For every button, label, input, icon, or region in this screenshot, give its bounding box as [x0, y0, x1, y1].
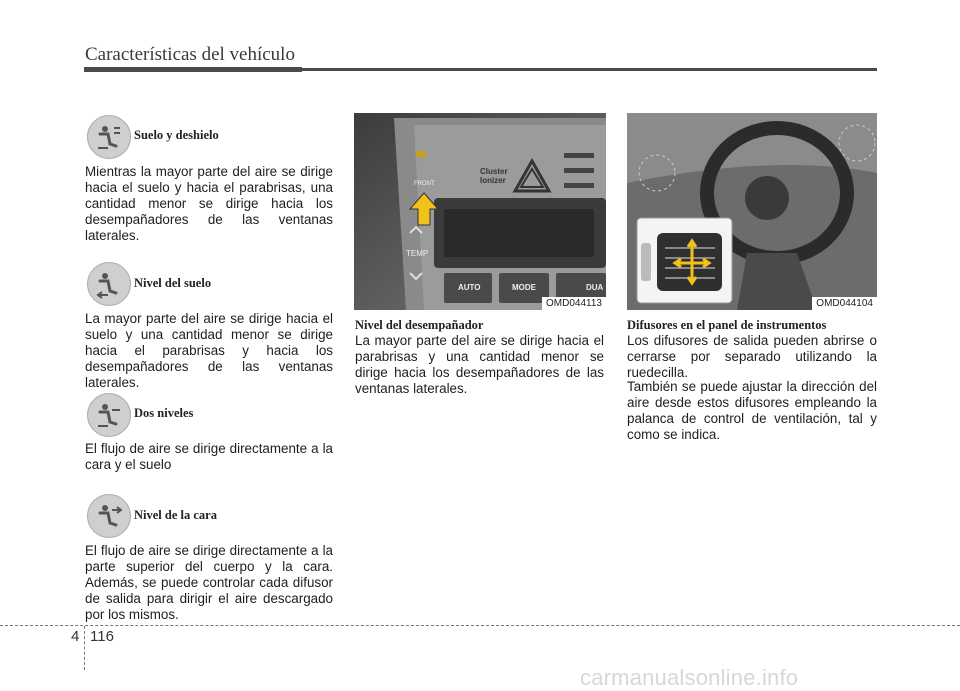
mode-title-floor: Nivel del suelo [134, 276, 212, 290]
footer-vertical-divider [84, 626, 85, 670]
front-label: FRONT [414, 181, 435, 187]
chapter-number: 4 [71, 628, 80, 645]
cluster-label: Cluster [480, 167, 508, 176]
climate-panel-photo [354, 113, 606, 310]
mode-title-bi-level: Dos niveles [134, 406, 194, 420]
mode-text-floor-defrost: Mientras la mayor parte del aire se dirige hacia el suelo y hacia el parabrisas, una cantidad menor se dirige hacia los desempañadores de las ventanas laterales. [85, 164, 333, 243]
temp-label: TEMP [406, 249, 429, 258]
vents-section-para2: También se puede ajustar la dirección del aire desde estos difusores empleando la palanca de control de ventilación, tal y como se indica. [627, 379, 877, 442]
dual-button-label: DUA [586, 283, 604, 292]
mode-text-face: El flujo de aire se dirige directamente a la parte superior del cuerpo y la cara. Además, se puede controlar cada difusor de salida para dirigir el aire descargado por los mismos. [85, 543, 333, 622]
header-rule [84, 68, 877, 71]
floor-mode-icon [87, 262, 131, 306]
page-header-title: Características del vehículo [85, 44, 295, 65]
vents-section-para1: Los difusores de salida pueden abrirse o cerrarse por separado utilizando la ruedecilla. [627, 333, 877, 380]
mode-text-bi-level: El flujo de aire se dirige directamente a la cara y el suelo [85, 441, 333, 472]
floor-defrost-mode-icon [87, 115, 131, 159]
defroster-section-text: La mayor parte del aire se dirige hacia el parabrisas y una cantidad menor se dirige hacia los desempañadores de las ventanas laterales. [355, 333, 604, 396]
mode-button-label: MODE [512, 283, 536, 292]
footer-divider [0, 625, 960, 626]
vent-photo-code: OMD044104 [812, 297, 877, 310]
dashboard-vents-photo [627, 113, 877, 310]
mode-title-floor-defrost: Suelo y deshielo [134, 128, 219, 142]
ionizer-label: Ionizer [480, 176, 506, 185]
mode-title-face: Nivel de la cara [134, 508, 217, 522]
bi-level-mode-icon [87, 393, 131, 437]
vents-section-title: Difusores en el panel de instrumentos [627, 318, 827, 332]
auto-button-label: AUTO [458, 283, 481, 292]
panel-photo-code: OMD044113 [542, 297, 606, 310]
page-number: 116 [90, 628, 114, 645]
watermark: carmanualsonline.info [580, 665, 799, 690]
face-mode-icon [87, 494, 131, 538]
mode-text-floor: La mayor parte del aire se dirige hacia el suelo y una cantidad menor se dirige hacia el parabrisas y hacia los desempañadores de las ventanas laterales. [85, 311, 333, 390]
defroster-section-title: Nivel del desempañador [355, 318, 484, 332]
